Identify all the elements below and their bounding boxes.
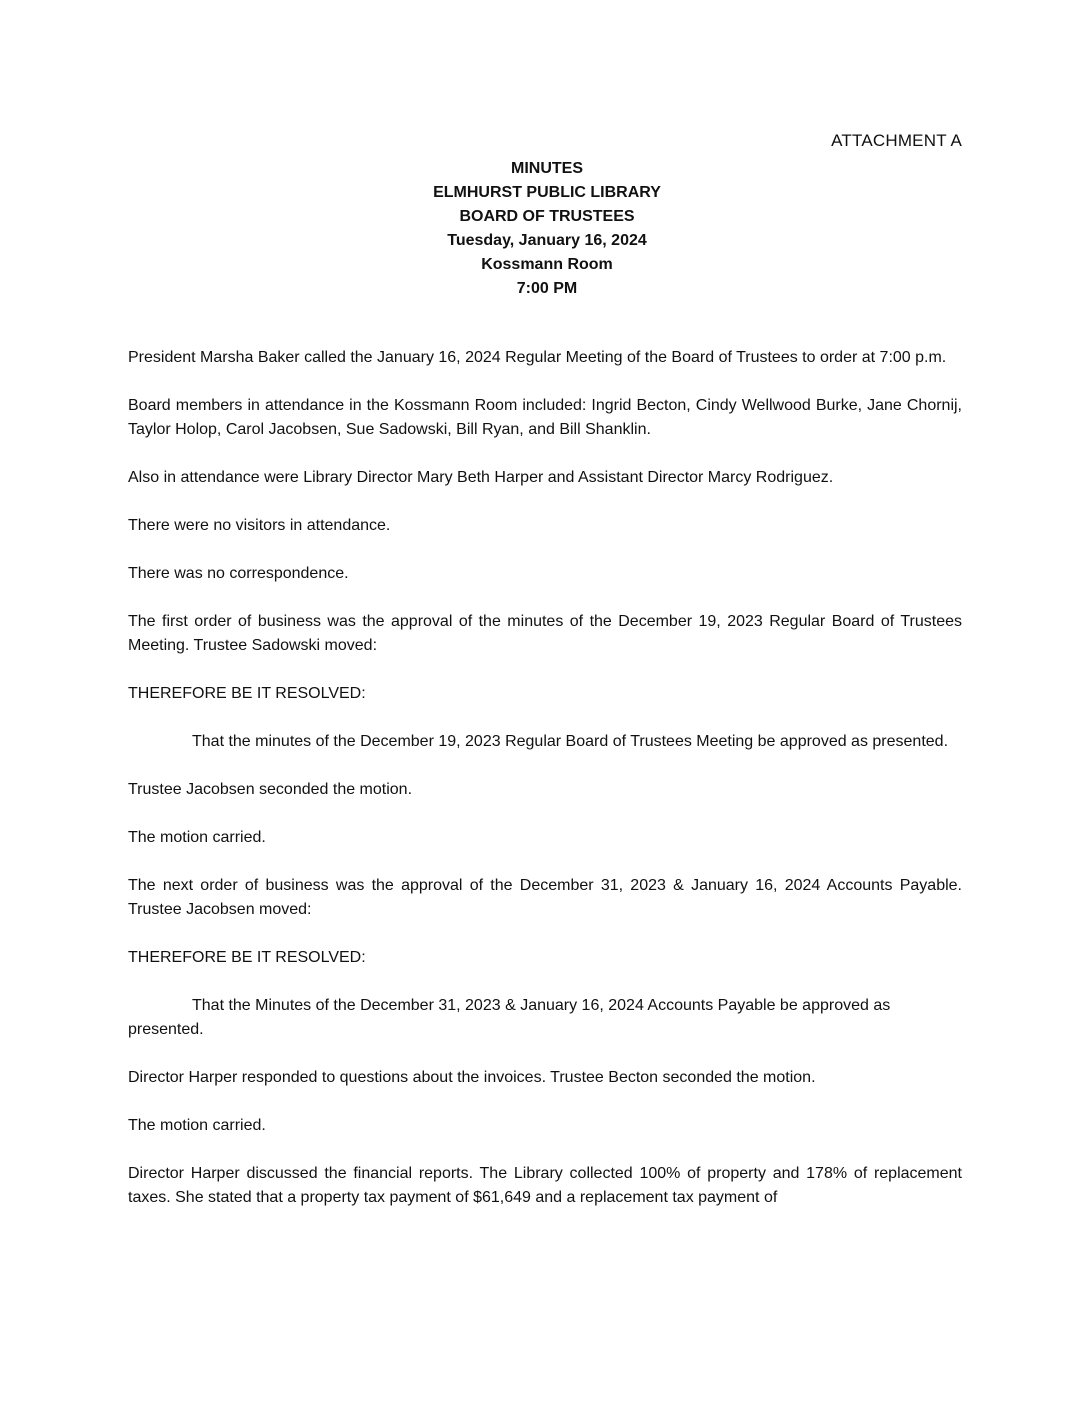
staff-attendance-paragraph: Also in attendance were Library Director Mary Beth Harper and Assistant Director Marcy Rodriguez. [128,469,834,486]
minutes-body [128,346,962,1234]
header-time: 7:00 PM [516,280,578,297]
accounts-payable-paragraph: The next order of business was the approval of the December 31, 2023 & January 16, 2024 Accounts Payable. Trustee Jacobsen moved: [128,877,962,918]
financial-reports-paragraph: Director Harper discussed the financial reports. The Library collected 100% of property and 178% of replacement taxes. She stated that a property tax payment of $61,649 and a replacement tax payment of [128,1165,962,1206]
motion-carried-paragraph: The motion carried. [128,1117,266,1134]
header-date: Tuesday, January 16, 2024 [447,232,647,249]
motion-carried-paragraph: The motion carried. [128,829,266,846]
call-to-order-paragraph: President Marsha Baker called the January 16, 2024 Regular Meeting of the Board of Trustees to order at 7:00 p.m. [128,349,947,366]
invoice-questions-paragraph: Director Harper responded to questions about the invoices. Trustee Becton seconded the motion. [128,1069,816,1086]
header-title: MINUTES [511,160,583,177]
second-paragraph: Trustee Jacobsen seconded the motion. [128,781,413,798]
resolution-text: That the minutes of the December 19, 2023 Regular Board of Trustees Meeting be approved as presented. [192,733,949,750]
correspondence-paragraph: There was no correspondence. [128,565,349,582]
attachment-label: ATTACHMENT A [831,131,962,150]
resolution-heading: THEREFORE BE IT RESOLVED: [128,685,366,702]
header-organization: ELMHURST PUBLIC LIBRARY [433,184,661,201]
visitors-paragraph: There were no visitors in attendance. [128,517,391,534]
attendance-paragraph: Board members in attendance in the Kossmann Room included: Ingrid Becton, Cindy Wellwood Burke, Jane Chornij, Taylor Holop, Carol Jacobsen, Sue Sadowski, Bill Ryan, and Bill Shanklin. [128,397,962,438]
resolution-text: That the Minutes of the December 31, 2023 & January 16, 2024 Accounts Payable be approved as presented. [128,997,891,1038]
header-board: BOARD OF TRUSTEES [459,208,635,225]
header-location: Kossmann Room [481,256,613,273]
minutes-approval-paragraph: The first order of business was the approval of the minutes of the December 19, 2023 Regular Board of Trustees Meeting. Trustee Sadowski moved: [128,613,962,654]
resolution-heading: THEREFORE BE IT RESOLVED: [128,949,366,966]
minutes-header [0,157,1088,301]
